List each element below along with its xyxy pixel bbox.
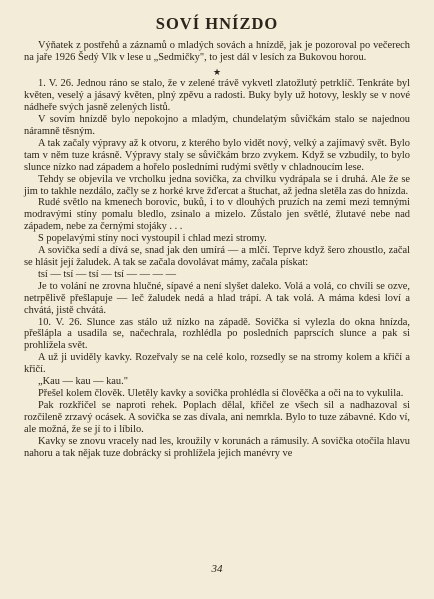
jackdaw-call-line: „Kau — kau — kau." xyxy=(38,376,128,388)
body-paragraph: A sovička sedí a dívá se, snad jak den umírá — a mlčí. Teprve když šero zhoustlo, začal se hlásit její žaludek. A tak se začala dovolávat mámy, začala pískat: xyxy=(24,245,410,268)
body-paragraph: Kavky se znovu vracely nad les, kroužily v korunách a rámusily. A sovička otočila hlavu nahoru a tak nějak tuze dobrácky si prohlížela jejich manévry ve xyxy=(24,435,410,459)
body-paragraph: 10. V. 26. Slunce zas stálo už nízko na západě. Sovička si vylezla do okna hnízda, přešlápla a usadila se, načechrala, rozhlédla po posledních paprscích slunce a pak si prohlížela svět. xyxy=(24,316,410,352)
body-paragraph: Přešel kolem člověk. Uletěly kavky a sovička prohlédla si člověčka a oči na to vykulila. xyxy=(38,387,404,399)
body-paragraph: 1. V. 26. Jednou ráno se stalo, že v zelené trávě vykvetl zlatožlutý petrklíč. Tenkráte byl květen, veselý a jásavý květen, plný zpěvu a radosti. Buky byly už hotovy, leskly se v nové nádheře svých jasně zelených listů. xyxy=(24,78,410,114)
body-paragraph: S popelavými stíny noci vystoupil i chlad mezi stromy. xyxy=(38,233,267,245)
body-paragraph: A už ji uviděly kavky. Rozeřvaly se na celé kolo, rozsedly se na stromy kolem a křičí a křičí. xyxy=(24,352,410,376)
intro-paragraph: Výňatek z postřehů a záznamů o mladých sovách a hnízdě, jak je pozoroval po večerech na jaře 1926 Šedý Vlk v lese u „Sedmičky", to jest dál v lesích za Bukovou horou. xyxy=(24,40,410,64)
page-number: 34 xyxy=(211,563,223,575)
page-title: SOVÍ HNÍZDO xyxy=(155,14,279,33)
owl-call-line: tsí — tsí — tsí — tsí — — — — xyxy=(38,268,176,280)
body-paragraph: V sovím hnízdě bylo nepokojno a mladým, chundelatým sůvičkám stalo se najednou náramně těsným. xyxy=(24,114,410,138)
body-paragraph: A tak začaly výpravy až k otvoru, z kterého bylo vidět nový, velký a zajímavý svět. Bylo tam v něm tuze krásně. Výpravy staly se sůvičkám brzo zvykem. Když se vzbudily, to bylo slunce nízko nad západem a hořelo posledními rudými světly v chladnoucím lese. xyxy=(24,137,410,173)
body-paragraph: Pak rozkřičel se naproti rehek. Poplach dělal, křičel ze všech sil a nadhazoval si rozčileně zrzavý ocásek. A sovička se zas dívala, ani nemrkla. Bylo to tuze zábavné. Kdo ví, ale možná, že se jí to i líbilo. xyxy=(24,399,410,435)
body-paragraph: Je to volání ne zrovna hlučné, sípavé a není slyšet daleko. Volá a volá, co chvíli se ozve, netrpělivě přešlapuje — leč žaludek nedá a hlad trápí. A tak volá. A máma kdesi loví a chvátá, jistě chvátá. xyxy=(24,280,410,316)
body-paragraph: Rudé světlo na kmenech borovic, buků, i to v dlouhých pruzích na zemi mezi temnými modravými stíny pomalu bledlo, zsinalo a mizelo. Zůstalo jen světlé, žlutavé nebe nad západem, nebe za černými stojáky . . . xyxy=(24,197,410,233)
body-paragraph: Tehdy se objevila ve vrcholku jedna sovička, za chvilku vydrápala se i druhá. Ale že se jim to takhle nezdálo, začly se z horké krve žďercat a štuchat, až jedna sletěla zas do hnízda. xyxy=(24,173,410,197)
star-separator: ★ xyxy=(212,67,222,78)
